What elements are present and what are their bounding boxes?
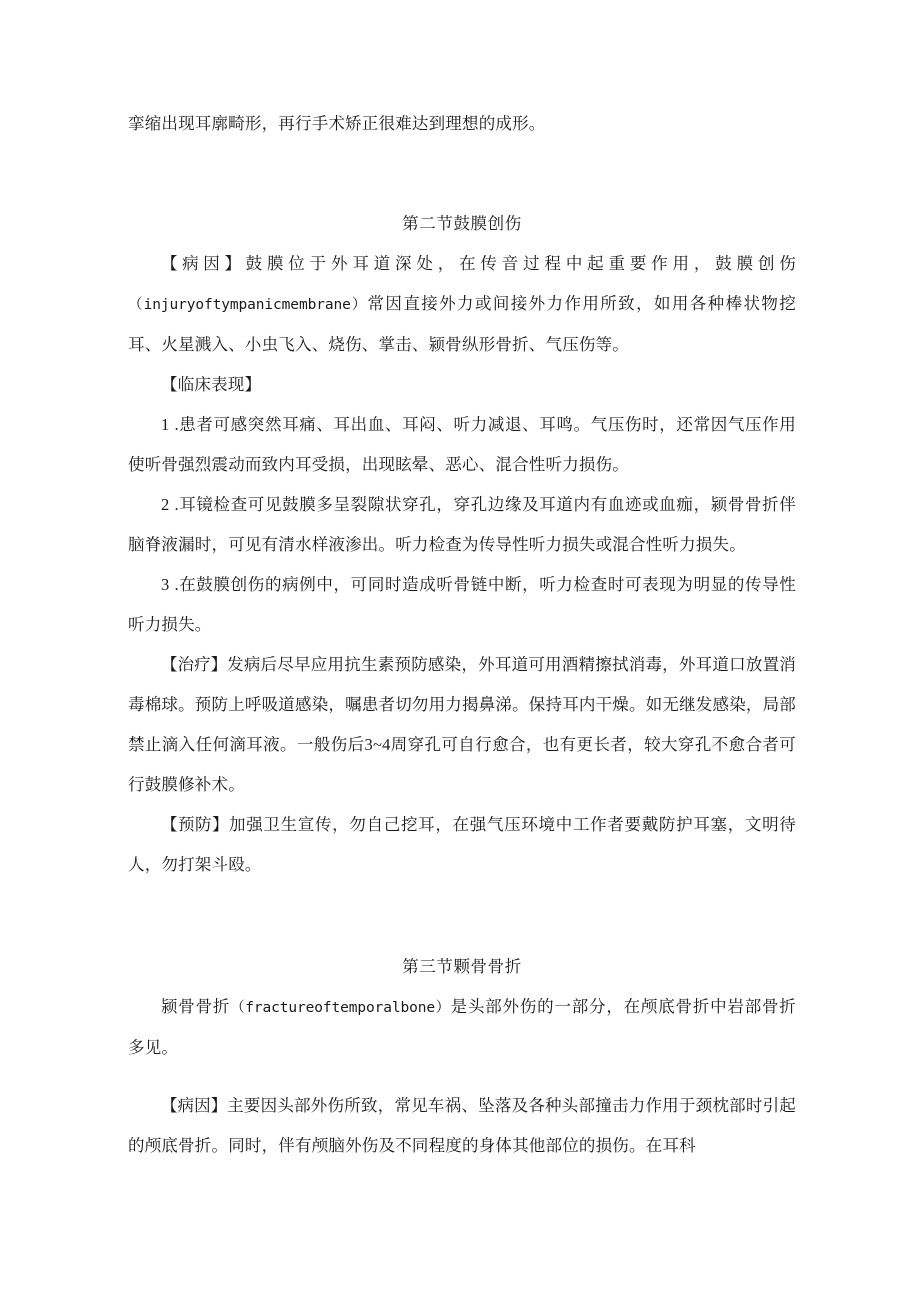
clinical-item-2-number: 2 [161,495,170,514]
prevention-text: 加强卫生宣传，勿自己挖耳，在强气压环境中工作者要戴防护耳塞，文明待人，勿打架斗殴。 [128,815,797,874]
section-3-intro-paragraph [128,987,796,1068]
clinical-item-3-number: 3 [161,575,170,594]
section-3-cause-paragraph [128,1086,796,1166]
carryover-paragraph: 挛缩出现耳廓畸形，再行手术矫正很难达到理想的成形。 [128,114,546,133]
intro-text-before-latin: 颍骨骨折 [161,997,231,1016]
clinical-item-2: 2 .耳镜检查可见鼓膜多呈裂隙状穿孔，穿孔边缘及耳道内有血迹或血痂，颍骨骨折伴脑脊液漏时，可见有清水样液渗出。听力检查为传导性听力损失或混合性听力损失。 [128,495,796,554]
cause-text-after-latin: 常因直接外力或间接外力作用所致，如用各种棒状物挖耳、火星溅入、小虫飞入、烧伤、掌击、颍骨纵形骨折、气压伤等。 [128,294,796,354]
prevention-label: 【预防】 [161,815,229,834]
intro-text-after-latin: 是头部外伤的一部分，在颅底骨折中岩部骨折多见。 [128,997,797,1057]
treatment-text: 发病后尽早应用抗生素预防感染，外耳道可用酒精擦拭消毒，外耳道口放置消毒棉球。预防上呼吸道感染，嘱患者切勿用力揭鼻涕。保持耳内干燥。如无继发感染，局部禁止滴入任何滴耳液。一般伤后3~4周穿孔可自行愈合，也有更长者，较大穿孔不愈合者可行鼓膜修补术。 [128,655,796,794]
clinical-item-1: 1 .患者可感突然耳痛、耳出血、耳闷、听力减退、耳鸣。气压伤时，还常因气压作用使听骨强烈震动而致内耳受损，出现眩晕、恶心、混合性听力损伤。 [128,415,796,474]
cause-label: 【病因】 [161,254,246,273]
clinical-item-3-text: 在鼓膜创伤的病例中，可同时造成听骨链中断，听力检查时可表现为明显的传导性听力损失。 [128,575,796,634]
clinical-item-1-text: 患者可感突然耳痛、耳出血、耳闷、听力减退、耳鸣。气压伤时，还常因气压作用使听骨强烈震动而致内耳受损，出现眩晕、恶心、混合性听力损伤。 [128,415,796,474]
treatment-label: 【治疗】 [161,655,228,674]
prevention-paragraph [128,805,796,885]
intro-latin-term: （fractureoftemporalbone） [230,1000,451,1016]
section-2-cause-paragraph [128,244,796,365]
cause-latin-term: （injuryoftympanicmembrane） [128,297,368,313]
clinical-item-1-number: 1 [161,415,170,434]
spacer-before-section3 [128,885,796,947]
section-3-cause-label: 【病因】 [161,1096,228,1115]
clinical-item-3: 3 .在鼓膜创伤的病例中，可同时造成听骨链中断，听力检查时可表现为明显的传导性听力损失。 [128,575,796,634]
treatment-paragraph [128,645,796,805]
section-3-cause-text: 主要因头部外伤所致，常见车祸、坠落及各种头部撞击力作用于颈枕部时引起的颅底骨折。同时，伴有颅脑外伤及不同程度的身体其他部位的损伤。在耳科 [128,1096,796,1155]
section-2-heading: 第二节鼓膜创伤 [402,214,522,233]
clinical-manifestation-label: 【临床表现】 [161,375,262,394]
spacer-before-section3-cause [128,1068,796,1086]
cause-text-before-latin: 鼓膜位于外耳道深处，在传音过程中起重要作用，鼓膜创伤 [245,254,796,273]
page-body [128,104,796,1166]
section-3-heading: 第三节颗骨骨折 [402,957,522,976]
clinical-item-2-text: 耳镜检查可见鼓膜多呈裂隙状穿孔，穿孔边缘及耳道内有血迹或血痂，颍骨骨折伴脑脊液漏时，可见有清水样液渗出。听力检查为传导性听力损失或混合性听力损失。 [128,495,796,554]
spacer-before-section2 [128,144,796,204]
